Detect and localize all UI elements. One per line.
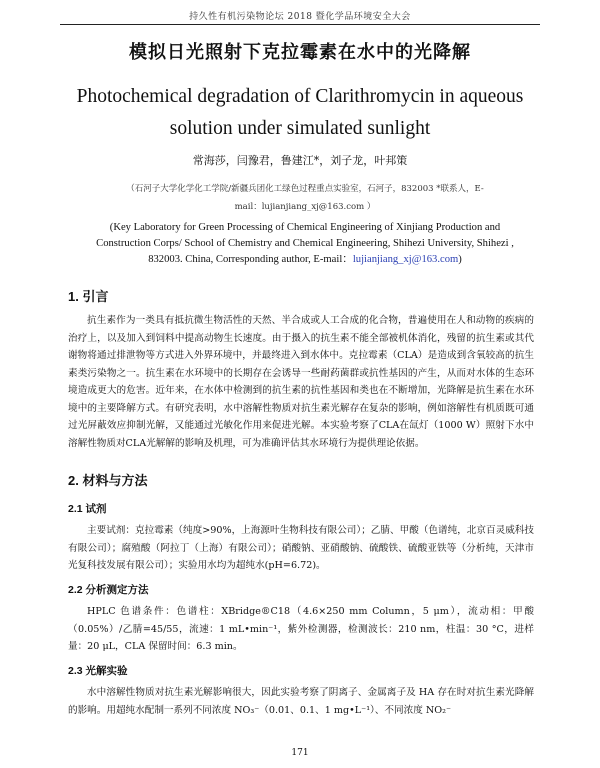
corresponding-email-link[interactable]: lujianjiang_xj@163.com	[352, 254, 459, 265]
affiliation-en-line-3-suffix: )	[458, 254, 462, 265]
subsection-2-1-heading: 2.1 试剂	[68, 503, 107, 515]
affiliation-english	[70, 220, 540, 268]
section-2-heading: 2. 材料与方法	[68, 473, 148, 488]
title-english-line-2: solution under simulated sunlight	[169, 118, 431, 139]
subsection-2-3-paragraph: 水中溶解性物质对抗生素光解影响很大，因此实验考察了阴离子、金属离子及 HA 存在时对抗生素光降解的影响。用超纯水配制一系列不同浓度 NO₃⁻（0.01、0.1、1 mg•L⁻¹）、不同浓度 NO₂⁻	[68, 687, 534, 716]
title-chinese: 模拟日光照射下克拉霉素在水中的光降解	[129, 42, 471, 63]
affiliation-en-line-3-prefix: 832003. China, Corresponding author, E-mail：	[148, 254, 353, 265]
running-header: 持久性有机污染物论坛 2018 暨化学品环境安全大会	[189, 12, 411, 22]
title-english-line-1: Photochemical degradation of Clarithromycin in aqueous	[76, 86, 524, 107]
subsection-2-2-heading: 2.2 分析测定方法	[68, 584, 149, 596]
subsection-2-1-paragraph: 主要试剂：克拉霉素（纯度>90%，上海源叶生物科技有限公司）；乙腈、甲酸（色谱纯，北京百灵威科技有限公司）；腐殖酸（阿拉丁（上海）有限公司）；硝酸钠、亚硝酸钠、硫酸铁、硫酸亚铁等（分析纯，天津市光复科技发展有限公司）；实验用水均为超纯水(pH=6.72)。	[68, 525, 534, 571]
page-number: 171	[291, 748, 309, 758]
header-rule	[60, 24, 540, 25]
section-1-heading: 1. 引言	[68, 289, 109, 304]
author-list: 常海莎，闫豫君，鲁建江*，刘子龙，叶邦策	[192, 154, 408, 167]
affiliation-en-line-2: Construction Corps/ School of Chemistry and Chemical Engineering, Shihezi University, Shihezi ,	[96, 238, 514, 249]
affiliation-cn-line-2: mail：lujianjiang_xj@163.com ）	[234, 202, 376, 212]
subsection-2-2-paragraph: HPLC 色谱条件：色谱柱：XBridge®C18（4.6×250 mm Column，5 μm），流动相：甲酸（0.05%）/乙腈=45/55，流速：1 mL•min⁻¹，紫外检测器，检测波长：210 nm，柱温：30 °C，进样量：20 μL，CLA 保留时间：6.3 min。	[68, 606, 534, 652]
affiliation-chinese	[70, 180, 540, 216]
affiliation-en-line-1: (Key Laboratory for Green Processing of Chemical Engineering of Xinjiang Production and	[109, 222, 501, 233]
subsection-2-3-heading: 2.3 光解实验	[68, 665, 128, 677]
affiliation-cn-line-1: （石河子大学化学化工学院/新疆兵团化工绿色过程重点实验室，石河子，832003 *联系人，E-	[126, 184, 484, 194]
section-1-paragraph: 抗生素作为一类具有抵抗微生物活性的天然、半合成或人工合成的化合物，普遍使用在人和动物的疾病的治疗上，以及加入到饲料中提高动物生长速度。由于摄入的抗生素不能全部被机体消化，残留的抗生素或其代谢物将通过排泄物等方式进入外界环境中，并最终进入到水体中。克拉霉素（CLA）是造成到含氧较高的抗生素类污染物之一。抗生素在水环境中的长期存在会诱导一些耐药菌群或抗性基因的产生，从而对水体的生态环境造成更大的危害。近年来，在水体中检测到的抗生素的抗性基因和类也在不断增加，光降解是抗生素在水环境中的主要降解方式。有研究表明，水中溶解性物质对抗生素光解存在复杂的影响，例如溶解性有机质既可通过光屏蔽效应抑制光解，又能通过光敏化作用来促进光解。本实验考察了CLA在氙灯（1000 W）照射下水中溶解性物质对CLA光解解的影响及机理，可为准确评估其水环境行为提供理论依据。	[68, 315, 534, 449]
affiliation-en-line-3	[70, 252, 540, 268]
